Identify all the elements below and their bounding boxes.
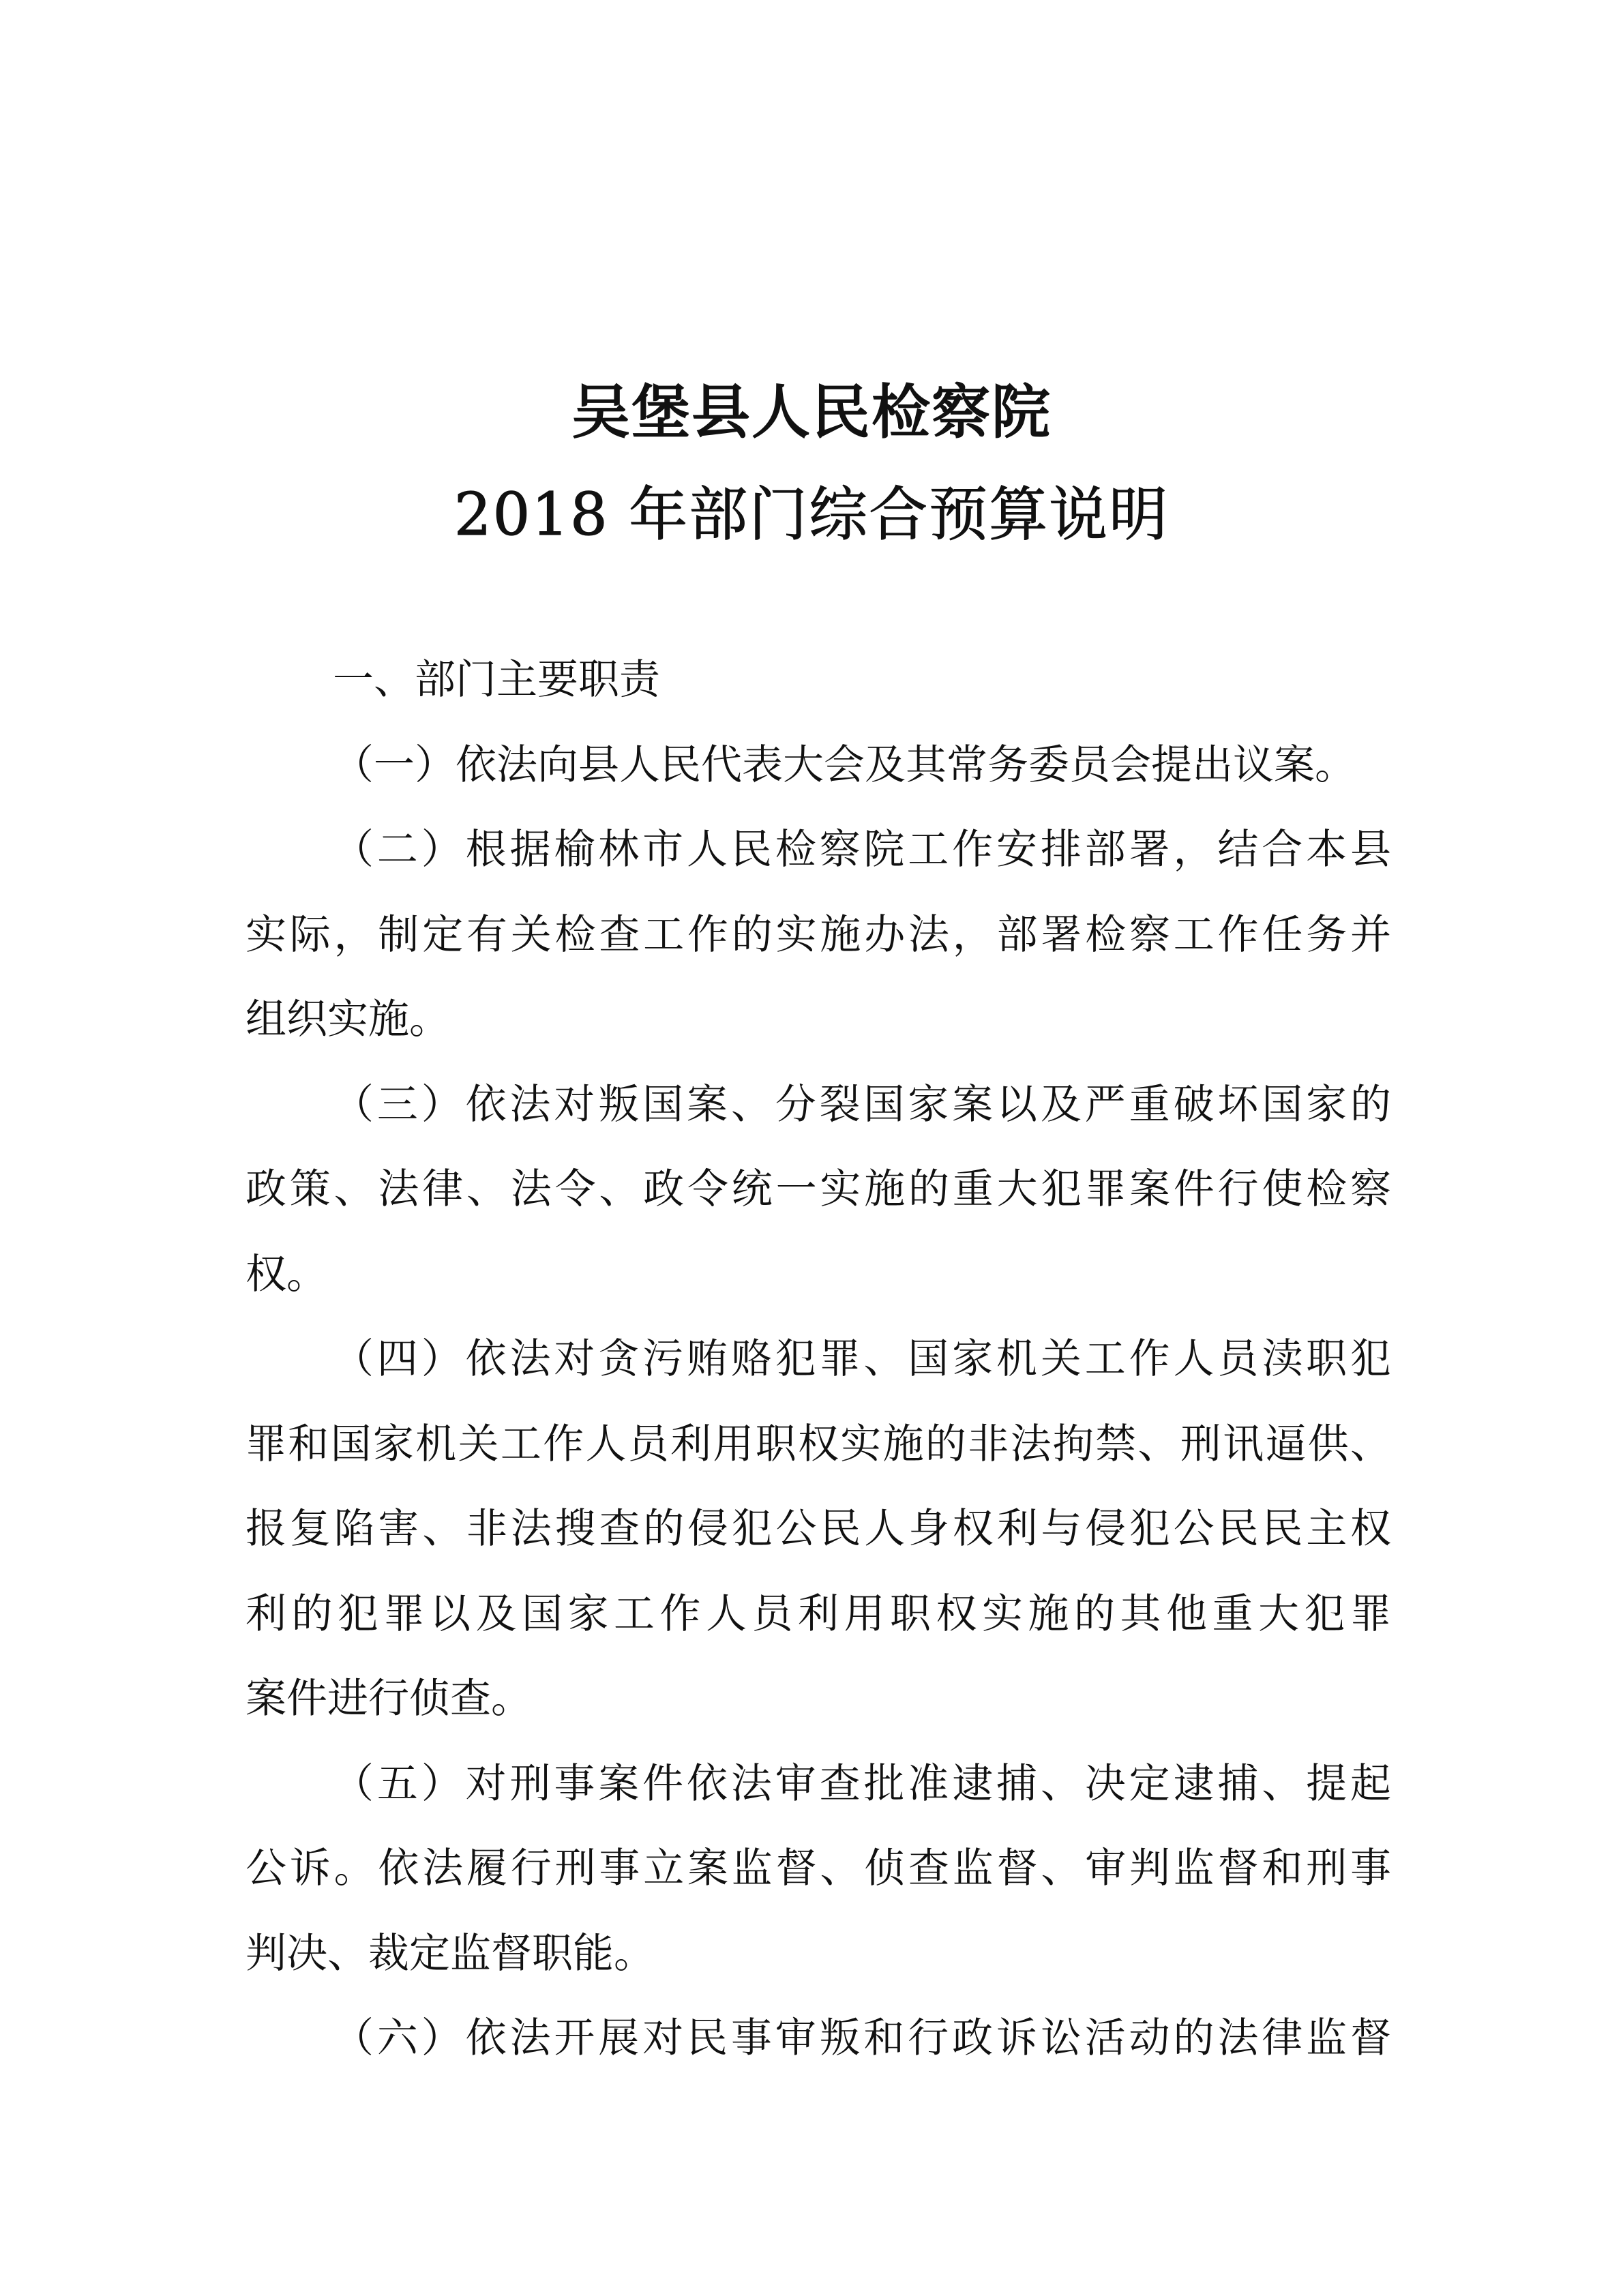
paragraph-5-line-3: 判决、裁定监督职能。 — [245, 1929, 655, 1978]
title-budget-description: 2018 年部门综合预算说明 — [453, 481, 1170, 549]
title-organization: 吴堡县人民检察院 — [571, 378, 1052, 447]
paragraph-3-line-1: （三）依法对叛国案、分裂国家案以及严重破坏国家的 — [333, 1080, 1391, 1129]
paragraph-2-line-1: （二）根据榆林市人民检察院工作安排部署，结合本县 — [333, 826, 1391, 874]
paragraph-6-line-1: （六）依法开展对民事审叛和行政诉讼活动的法律监督 — [333, 2014, 1391, 2062]
paragraph-2-line-3: 组织实施。 — [245, 996, 450, 1043]
paragraph-4-line-2: 罪和国家机关工作人员利用职权实施的非法拘禁、刑讯逼供、 — [245, 1420, 1391, 1468]
document-body — [245, 638, 1391, 2081]
paragraph-4-line-1: （四）依法对贪污贿赂犯罪、国家机关工作人员渎职犯 — [333, 1335, 1391, 1383]
paragraph-5-line-1: （五）对刑事案件依法审查批准逮捕、决定逮捕、提起 — [333, 1759, 1391, 1808]
paragraph-1-line-1: （一）依法向县人民代表大会及其常务委员会提出议案。 — [333, 741, 1356, 789]
paragraph-4-line-4: 利的犯罪以及国家工作人员利用职权实施的其他重大犯罪 — [245, 1590, 1391, 1638]
section-heading: 一、部门主要职责 — [333, 656, 660, 704]
paragraph-5-line-2: 公诉。依法履行刑事立案监督、侦查监督、审判监督和刑事 — [245, 1845, 1391, 1892]
paragraph-2-line-2: 实际，制定有关检查工作的实施办法，部署检察工作任务并 — [245, 910, 1391, 959]
paragraph-3-line-2: 政策、法律、法令、政令统一实施的重大犯罪案件行使检察 — [245, 1165, 1391, 1213]
paragraph-3-line-3: 权。 — [245, 1250, 327, 1298]
paragraph-4-line-3: 报复陷害、非法搜查的侵犯公民人身权利与侵犯公民民主权 — [245, 1505, 1391, 1553]
paragraph-4-line-5: 案件进行侦查。 — [245, 1675, 532, 1723]
document-title — [0, 361, 1623, 566]
